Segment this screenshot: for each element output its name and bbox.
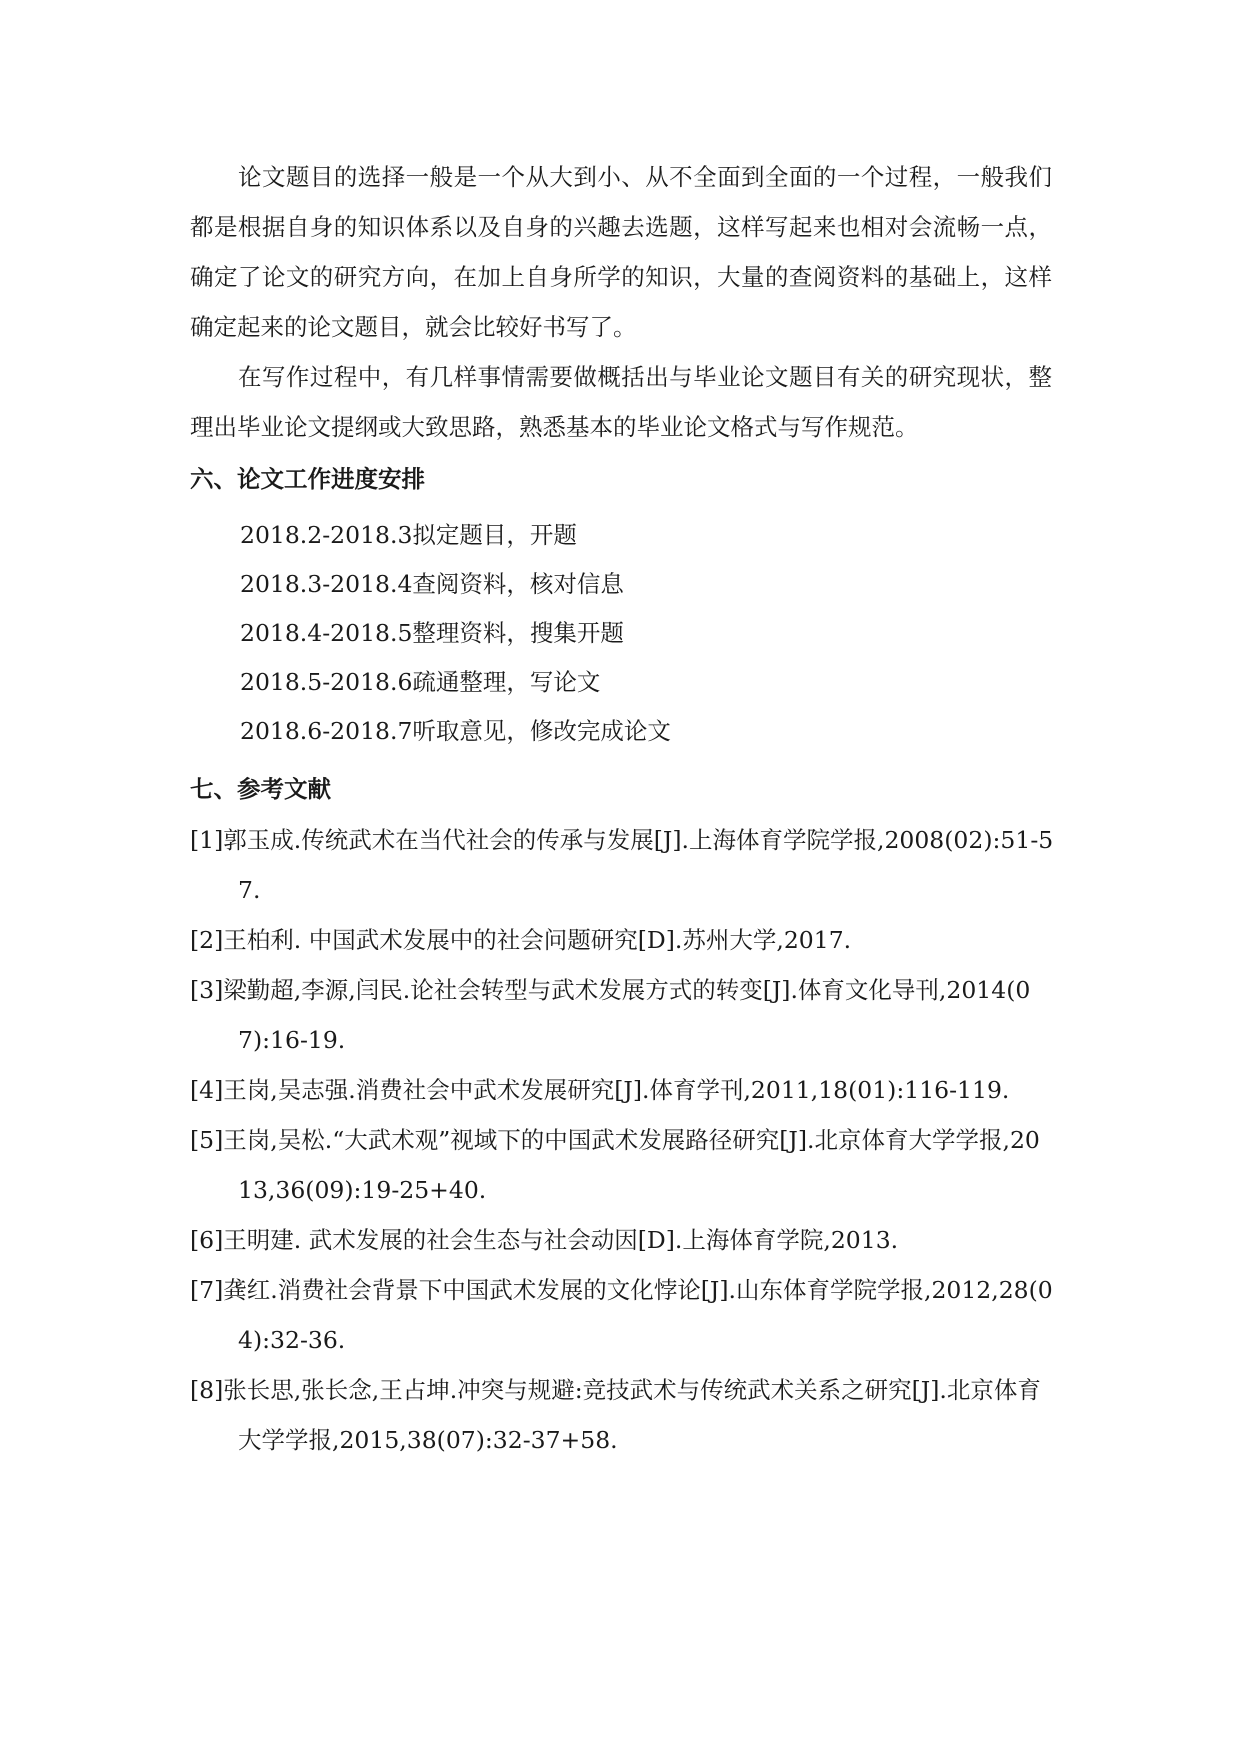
schedule-item: 2018.3-2018.4查阅资料，核对信息 (240, 570, 624, 598)
reference-item: [7]龚红.消费社会背景下中国武术发展的文化悖论[J].山东体育学院学报,2012,28(04):32-36. (190, 1276, 1053, 1354)
section-heading-references: 七、参考文献 (190, 775, 331, 803)
schedule-item: 2018.6-2018.7听取意见，修改完成论文 (240, 717, 671, 745)
schedule-item: 2018.2-2018.3拟定题目，开题 (240, 521, 577, 549)
reference-item: [1]郭玉成.传统武术在当代社会的传承与发展[J].上海体育学院学报,2008(02):51-57. (190, 826, 1054, 904)
schedule-item: 2018.5-2018.6疏通整理，写论文 (240, 668, 601, 696)
schedule-list (240, 511, 671, 756)
reference-item: [2]王柏利. 中国武术发展中的社会问题研究[D].苏州大学,2017. (190, 926, 852, 954)
schedule-item: 2018.4-2018.5整理资料，搜集开题 (240, 619, 624, 647)
reference-item: [4]王岗,吴志强.消费社会中武术发展研究[J].体育学刊,2011,18(01):116-119. (190, 1076, 1010, 1104)
body-paragraph-writing-process: 在写作过程中，有几样事情需要做概括出与毕业论文题目有关的研究现状，整理出毕业论文提纲或大致思路，熟悉基本的毕业论文格式与写作规范。 (190, 363, 1052, 441)
reference-item: [8]张长思,张长念,王占坤.冲突与规避:竞技武术与传统武术关系之研究[J].北京体育大学学报,2015,38(07):32-37+58. (190, 1376, 1041, 1454)
reference-item: [6]王明建. 武术发展的社会生态与社会动因[D].上海体育学院,2013. (190, 1226, 899, 1254)
reference-item: [5]王岗,吴松.“大武术观”视域下的中国武术发展路径研究[J].北京体育大学学报,2013,36(09):19-25+40. (190, 1126, 1040, 1204)
reference-list (190, 815, 1054, 1465)
body-paragraph-topic-selection: 论文题目的选择一般是一个从大到小、从不全面到全面的一个过程，一般我们都是根据自身的知识体系以及自身的兴趣去选题，这样写起来也相对会流畅一点，确定了论文的研究方向，在加上自身所学的知识，大量的查阅资料的基础上，这样确定起来的论文题目，就会比较好书写了。 (190, 163, 1052, 341)
section-heading-schedule: 六、论文工作进度安排 (190, 465, 425, 493)
reference-item: [3]梁勤超,李源,闫民.论社会转型与武术发展方式的转变[J].体育文化导刊,2014(07):16-19. (190, 976, 1031, 1054)
